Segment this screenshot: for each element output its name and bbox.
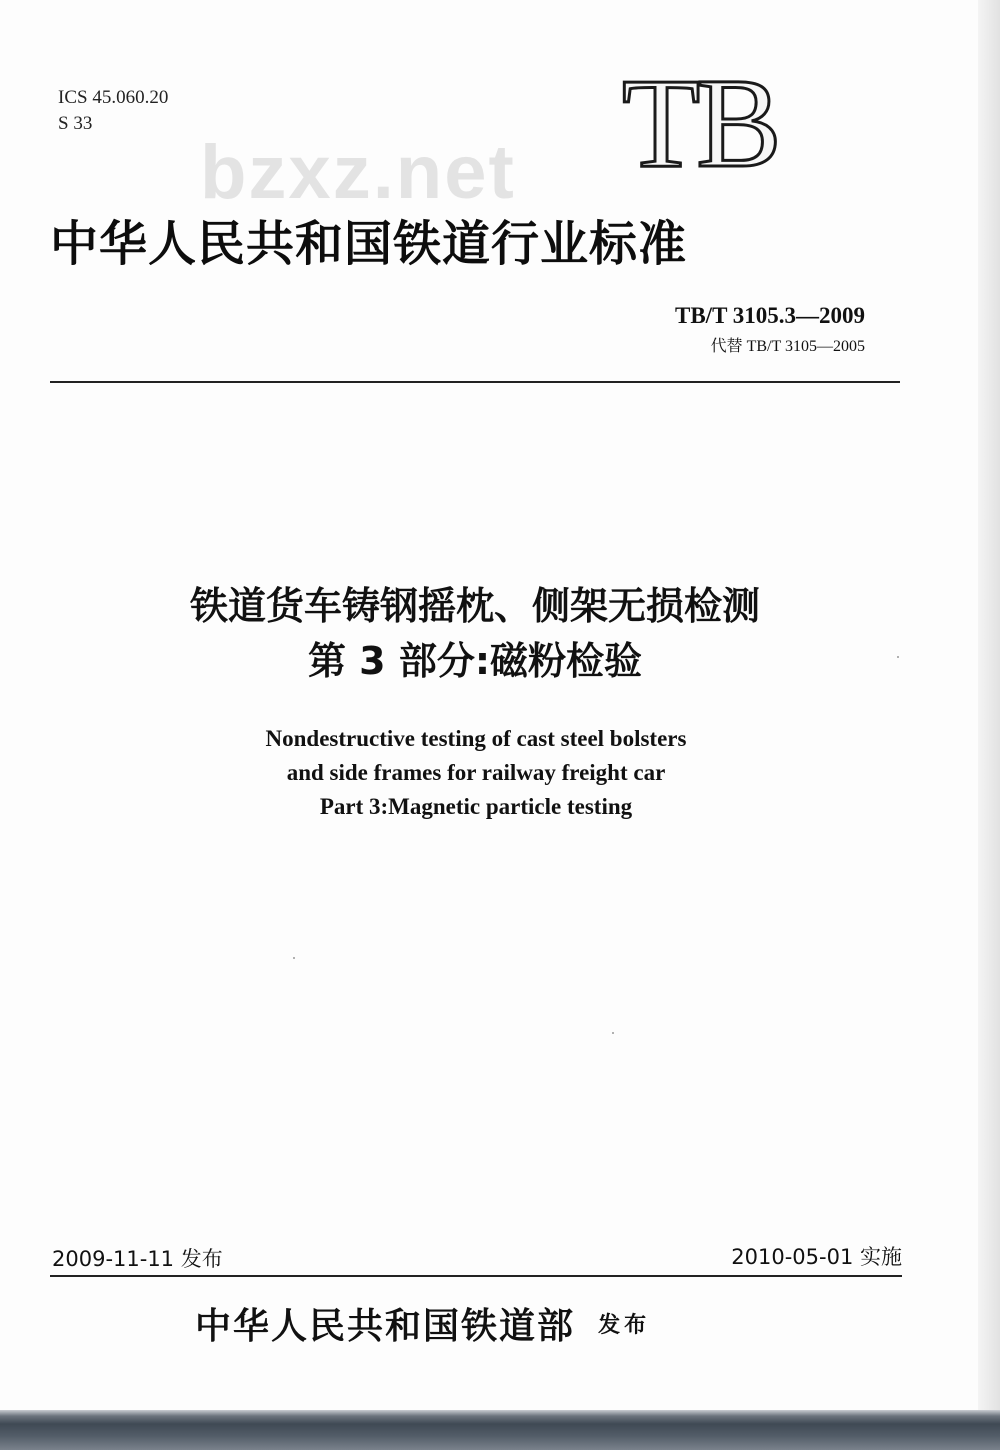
scanner-edge: [0, 1410, 1000, 1450]
class-code: S 33: [58, 113, 93, 134]
scan-speck: [897, 656, 899, 658]
page-edge-shadow: [978, 0, 1000, 1410]
publish-verb: 发布: [598, 1313, 651, 1338]
english-title-line-1: Nondestructive testing of cast steel bolsters: [265, 726, 687, 751]
publisher-line: [195, 1300, 650, 1352]
replaces-standard: 代替 TB/T 3105—2005: [710, 338, 865, 355]
english-title-line-2: and side frames for railway freight car: [286, 760, 666, 785]
publisher-name: 中华人民共和国铁道部: [195, 1305, 576, 1347]
chinese-title-line-2: 第 3 部分:磁粉检验: [307, 639, 643, 683]
english-title-line-3: Part 3:Magnetic particle testing: [319, 794, 633, 819]
classification-codes: [58, 85, 168, 137]
scan-speck: [293, 957, 295, 959]
tb-logo: TB: [622, 52, 778, 194]
standard-number: TB/T 3105.3—2009: [675, 303, 865, 328]
header-divider: [50, 381, 900, 383]
issue-date: 2009-11-11 发布: [52, 1247, 223, 1271]
ics-code: ICS 45.060.20: [58, 87, 169, 108]
watermark: bzxz.net: [200, 130, 516, 215]
effective-date: 2010-05-01 实施: [731, 1245, 902, 1269]
chinese-title-line-1: 铁道货车铸钢摇枕、侧架无损检测: [189, 584, 760, 628]
standard-body-title: 中华人民共和国铁道行业标准: [50, 216, 688, 272]
footer-divider: [50, 1275, 902, 1277]
scan-speck: [612, 1032, 614, 1034]
